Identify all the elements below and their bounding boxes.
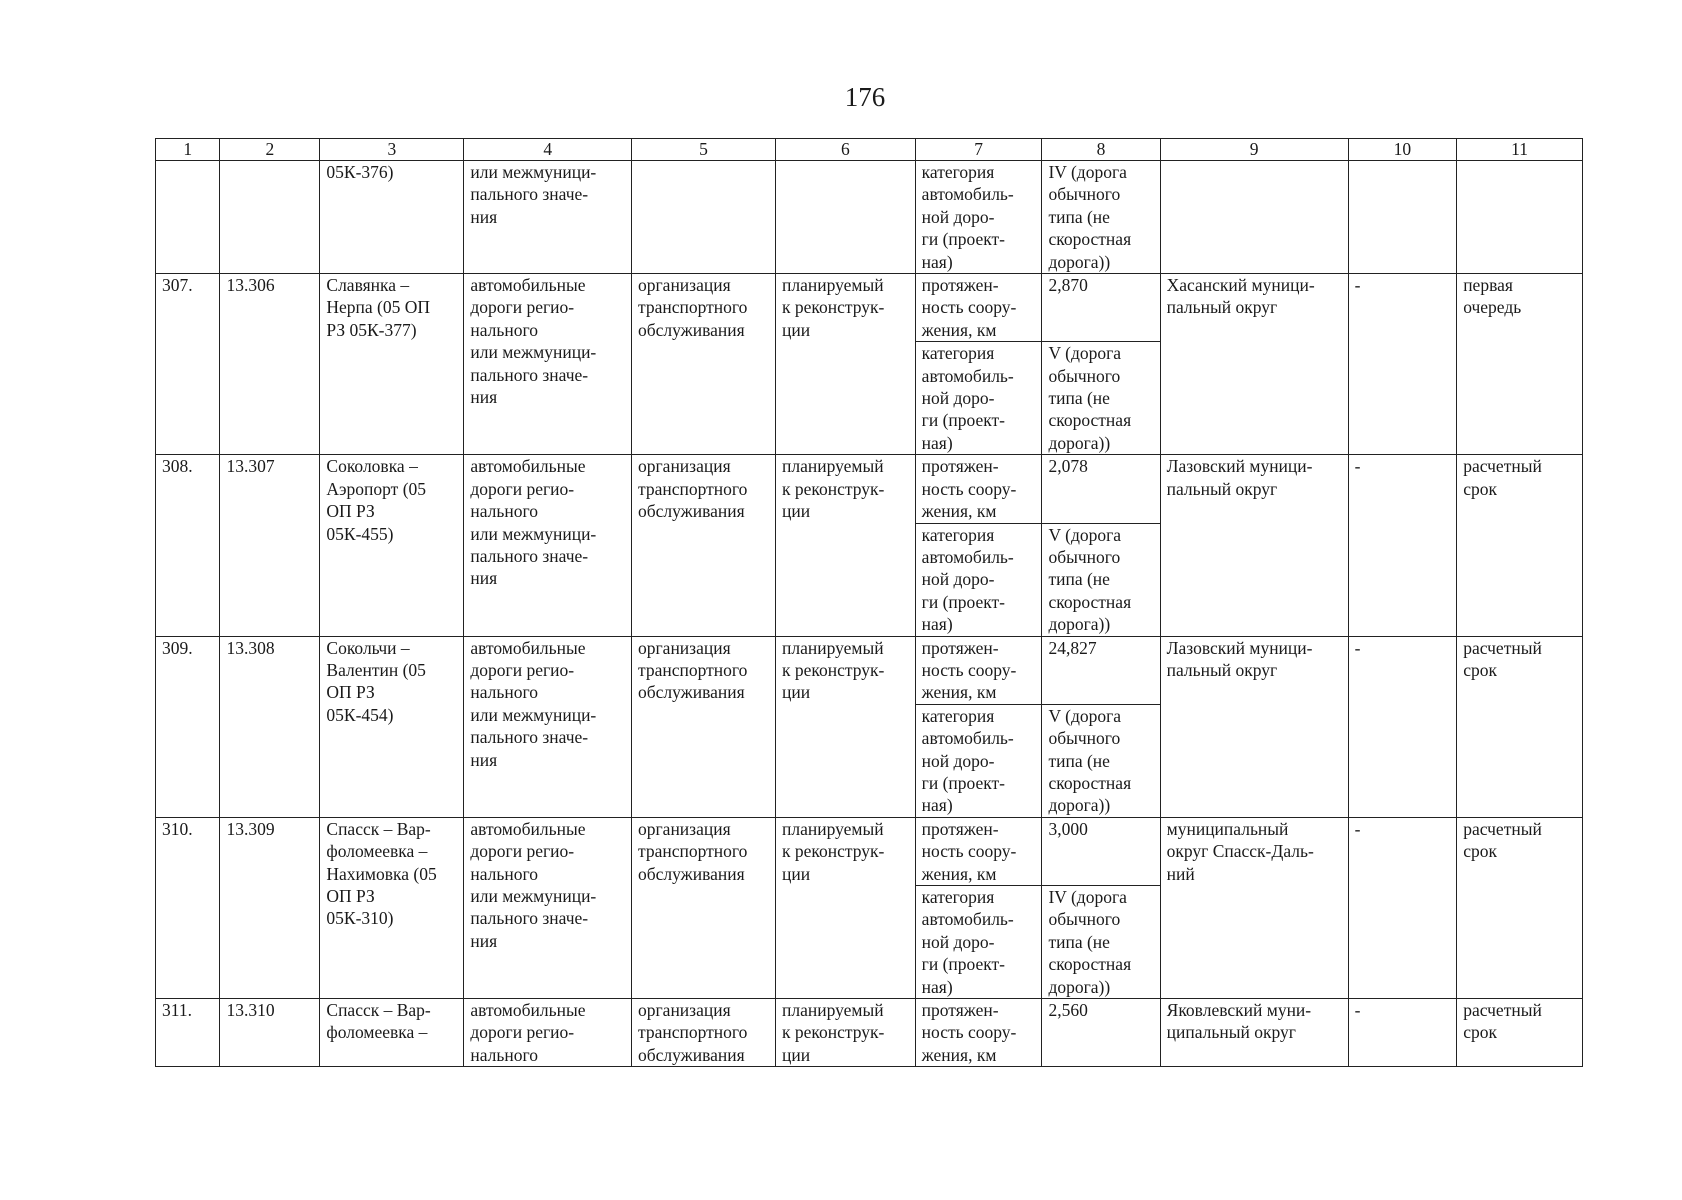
object-code-cell: 13.309: [220, 817, 320, 998]
term-cell: расчетный срок: [1457, 999, 1583, 1067]
object-code-cell: 13.310: [220, 999, 320, 1067]
value-cell: 2,870: [1042, 274, 1160, 342]
status-cell: планируемый к реконструк- ции: [775, 274, 915, 455]
table-row: [156, 455, 1583, 523]
road-name-cell: Спасск – Вар- фоломеевка –: [320, 999, 464, 1067]
table-row: [156, 999, 1583, 1067]
district-cell: Яковлевский муни- ципальный округ: [1160, 999, 1348, 1067]
value-cell: 24,827: [1042, 636, 1160, 704]
road-kind-cell: автомобильные дороги регио- нального: [464, 999, 632, 1067]
column-header-11: 11: [1457, 139, 1583, 161]
param-cell: категория автомобиль- ной доро- ги (проект- ная): [915, 886, 1042, 999]
param-cell: категория автомобиль- ной доро- ги (проект- ная): [915, 704, 1042, 817]
param-cell: категория автомобиль- ной доро- ги (проект- ная): [915, 342, 1042, 455]
road-kind-cell: автомобильные дороги регио- нального или межмуници- пального значе- ния: [464, 817, 632, 998]
param-cell: протяжен- ность соору- жения, км: [915, 274, 1042, 342]
row-number-cell: 309.: [156, 636, 220, 817]
row-number-cell: 310.: [156, 817, 220, 998]
value-cell: V (дорога обычного типа (не скоростная дорога)): [1042, 704, 1160, 817]
value-cell: 2,078: [1042, 455, 1160, 523]
status-cell: планируемый к реконструк- ции: [775, 817, 915, 998]
param-cell: категория автомобиль- ной доро- ги (проект- ная): [915, 523, 1042, 636]
purpose-cell: организация транспортного обслуживания: [632, 636, 776, 817]
purpose-cell: организация транспортного обслуживания: [632, 274, 776, 455]
column-10-cell: -: [1348, 817, 1457, 998]
column-header-3: 3: [320, 139, 464, 161]
column-10-cell: -: [1348, 455, 1457, 636]
row-number-cell: 308.: [156, 455, 220, 636]
value-cell: V (дорога обычного типа (не скоростная дорога)): [1042, 523, 1160, 636]
district-cell: Хасанский муници- пальный округ: [1160, 274, 1348, 455]
column-number-row: [156, 139, 1583, 161]
table-row: [156, 274, 1583, 342]
road-name-cell: Сокольчи – Валентин (05 ОП РЗ 05К-454): [320, 636, 464, 817]
column-header-10: 10: [1348, 139, 1457, 161]
term-cell: первая очередь: [1457, 274, 1583, 455]
road-kind-cell: или межмуници- пального значе- ния: [464, 161, 632, 274]
district-cell: муниципальный округ Спасск-Даль- ний: [1160, 817, 1348, 998]
object-code-cell: 13.308: [220, 636, 320, 817]
road-objects-table: [155, 138, 1583, 1067]
road-kind-cell: автомобильные дороги регио- нального или межмуници- пального значе- ния: [464, 455, 632, 636]
column-10-cell: -: [1348, 274, 1457, 455]
road-name-cell: Спасск – Вар- фоломеевка – Нахимовка (05 ОП РЗ 05К-310): [320, 817, 464, 998]
column-header-6: 6: [775, 139, 915, 161]
status-cell: планируемый к реконструк- ции: [775, 636, 915, 817]
road-kind-cell: автомобильные дороги регио- нального или межмуници- пального значе- ния: [464, 636, 632, 817]
road-kind-cell: автомобильные дороги регио- нального или межмуници- пального значе- ния: [464, 274, 632, 455]
status-cell: планируемый к реконструк- ции: [775, 999, 915, 1067]
purpose-cell: организация транспортного обслуживания: [632, 455, 776, 636]
status-cell: планируемый к реконструк- ции: [775, 455, 915, 636]
param-cell: протяжен- ность соору- жения, км: [915, 455, 1042, 523]
column-header-9: 9: [1160, 139, 1348, 161]
object-code-cell: 13.306: [220, 274, 320, 455]
road-name-cell: Славянка – Нерпа (05 ОП РЗ 05К-377): [320, 274, 464, 455]
district-cell: Лазовский муници- пальный округ: [1160, 455, 1348, 636]
district-cell: Лазовский муници- пальный округ: [1160, 636, 1348, 817]
table-row-continuation: [156, 161, 1583, 274]
column-header-7: 7: [915, 139, 1042, 161]
value-cell: V (дорога обычного типа (не скоростная дорога)): [1042, 342, 1160, 455]
column-header-2: 2: [220, 139, 320, 161]
column-header-8: 8: [1042, 139, 1160, 161]
param-cell: протяжен- ность соору- жения, км: [915, 999, 1042, 1067]
value-cell: 3,000: [1042, 817, 1160, 885]
column-10-cell: -: [1348, 999, 1457, 1067]
value-cell: IV (дорога обычного типа (не скоростная дорога)): [1042, 886, 1160, 999]
column-header-1: 1: [156, 139, 220, 161]
term-cell: расчетный срок: [1457, 636, 1583, 817]
term-cell: расчетный срок: [1457, 455, 1583, 636]
table-row: [156, 817, 1583, 885]
road-name-cell: 05К-376): [320, 161, 464, 274]
purpose-cell: организация транспортного обслуживания: [632, 817, 776, 998]
object-code-cell: 13.307: [220, 455, 320, 636]
row-number-cell: 311.: [156, 999, 220, 1067]
term-cell: расчетный срок: [1457, 817, 1583, 998]
column-header-5: 5: [632, 139, 776, 161]
value-cell: 2,560: [1042, 999, 1160, 1067]
value-cell: IV (дорога обычного типа (не скоростная дорога)): [1042, 161, 1160, 274]
column-10-cell: -: [1348, 636, 1457, 817]
column-header-4: 4: [464, 139, 632, 161]
table-row: [156, 636, 1583, 704]
param-cell: протяжен- ность соору- жения, км: [915, 636, 1042, 704]
param-cell: протяжен- ность соору- жения, км: [915, 817, 1042, 885]
page-number: 176: [844, 82, 886, 112]
purpose-cell: организация транспортного обслуживания: [632, 999, 776, 1067]
row-number-cell: 307.: [156, 274, 220, 455]
param-cell: категория автомобиль- ной доро- ги (проект- ная): [915, 161, 1042, 274]
road-name-cell: Соколовка – Аэропорт (05 ОП РЗ 05К-455): [320, 455, 464, 636]
